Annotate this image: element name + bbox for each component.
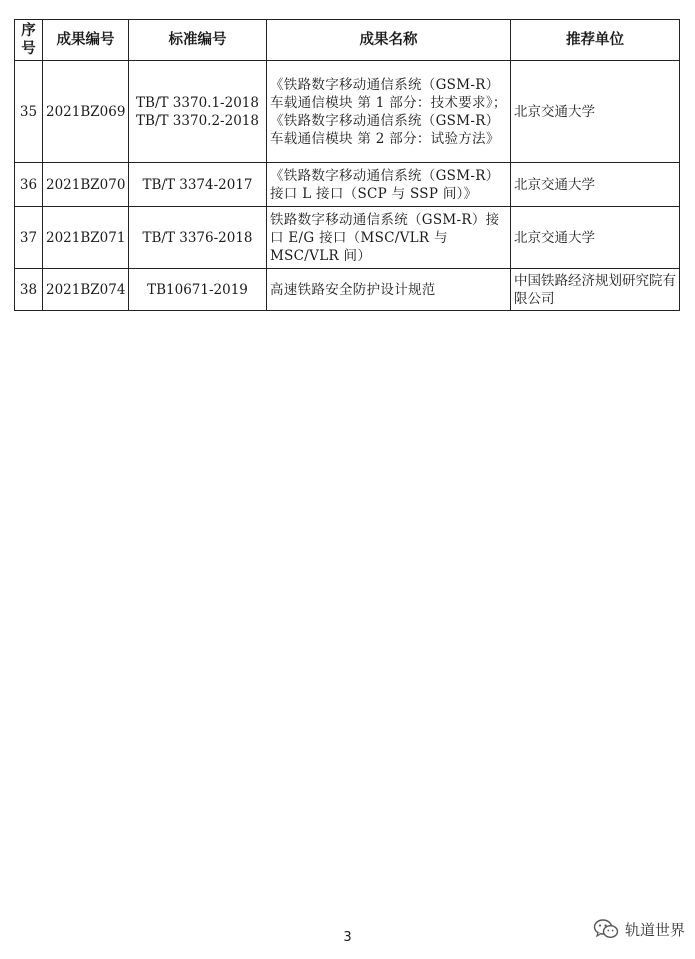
result-id-cell: 2021BZ069: [43, 61, 129, 163]
recommending-unit-cell: 中国铁路经济规划研究院有限公司: [511, 269, 680, 311]
table-header-row: [15, 20, 680, 61]
standard-no-line: TB/T 3376-2018: [142, 229, 253, 246]
header-recommending-unit: 推荐单位: [511, 20, 680, 61]
table-row: [15, 207, 680, 269]
table-row: [15, 269, 680, 311]
standard-no-cell: [129, 269, 267, 311]
result-name-cell: 高速铁路安全防护设计规范: [267, 269, 511, 311]
page-number: 3: [343, 930, 352, 945]
recommending-unit-cell: 北京交通大学: [511, 207, 680, 269]
standard-no-line: TB/T 3374-2017: [142, 176, 253, 193]
result-id-cell: 2021BZ074: [43, 269, 129, 311]
result-name-cell: 铁路数字移动通信系统（GSM-R）接口 E/G 接口（MSC/VLR 与 MSC/VLR 间）: [267, 207, 511, 269]
standard-no-line: TB10671-2019: [147, 281, 248, 298]
standard-no-line: TB/T 3370.1-2018: [136, 94, 259, 111]
header-standard-no: 标准编号: [129, 20, 267, 61]
standard-no-line: TB/T 3370.2-2018: [136, 112, 259, 129]
recommending-unit-cell: 北京交通大学: [511, 61, 680, 163]
result-name-cell: 《铁路数字移动通信系统（GSM-R）车载通信模块 第 1 部分：技术要求》；《铁路数字移动通信系统（GSM-R）车载通信模块 第 2 部分：试验方法》: [267, 61, 511, 163]
wechat-icon: [593, 918, 619, 940]
header-result-name: 成果名称: [267, 20, 511, 61]
standards-table: [14, 19, 680, 311]
result-id-cell: 2021BZ071: [43, 207, 129, 269]
watermark: [593, 918, 685, 940]
header-serial-no: 序号: [15, 20, 43, 61]
recommending-unit-cell: 北京交通大学: [511, 163, 680, 207]
standard-no-cell: [129, 61, 267, 163]
serial-no-cell: 35: [15, 61, 43, 163]
result-name-cell: 《铁路数字移动通信系统（GSM-R）接口 L 接口（SCP 与 SSP 间）》: [267, 163, 511, 207]
serial-no-cell: 37: [15, 207, 43, 269]
serial-no-cell: 36: [15, 163, 43, 207]
watermark-text: 轨道世界: [624, 920, 685, 939]
table-row: [15, 61, 680, 163]
table-row: [15, 163, 680, 207]
serial-no-cell: 38: [15, 269, 43, 311]
standard-no-cell: [129, 207, 267, 269]
result-id-cell: 2021BZ070: [43, 163, 129, 207]
header-result-id: 成果编号: [43, 20, 129, 61]
standard-no-cell: [129, 163, 267, 207]
